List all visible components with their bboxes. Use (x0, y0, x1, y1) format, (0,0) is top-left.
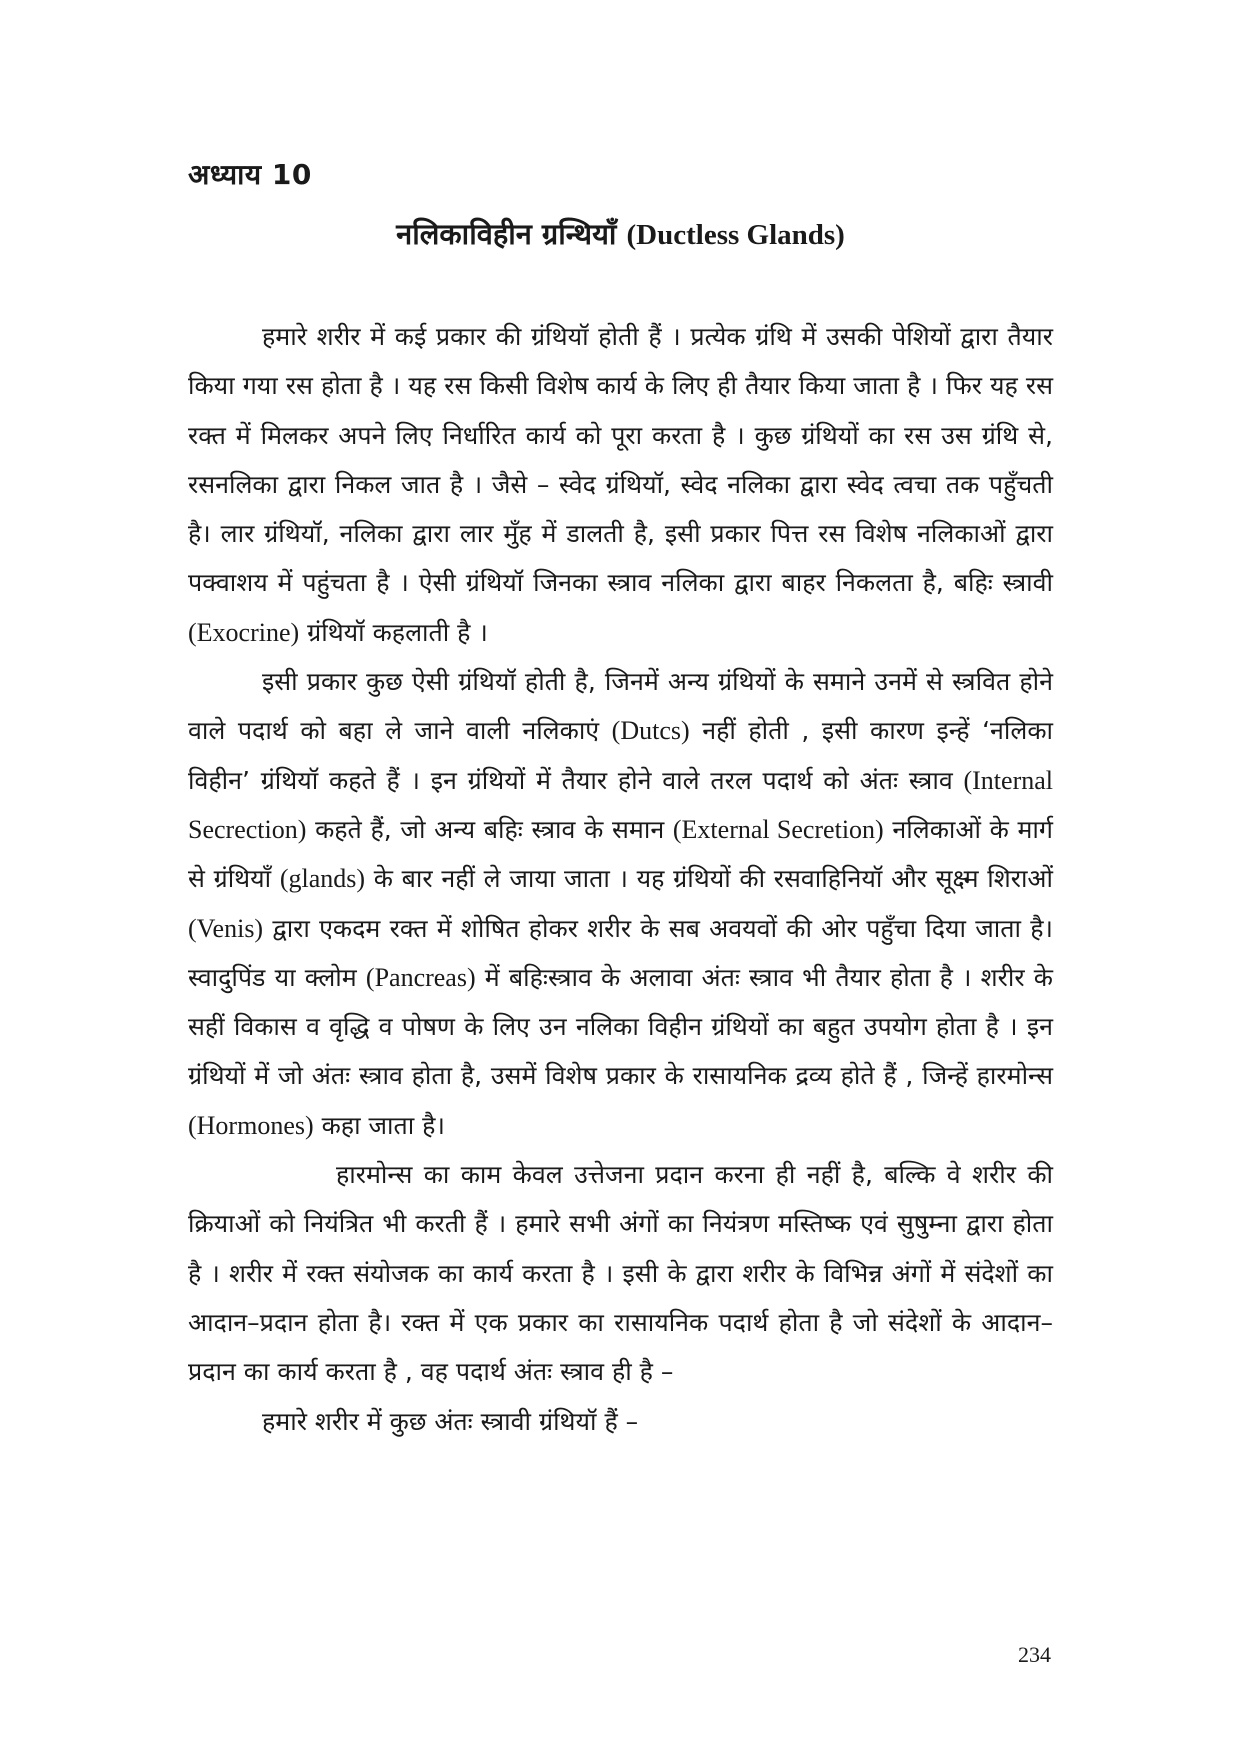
text-segment: कहा जाता है। (313, 1110, 445, 1140)
paragraph-4 (188, 1397, 1053, 1446)
text-segment: द्वारा एकदम रक्त में शोषित होकर शरीर के सब अवयवों की ओर पहुॅंचा दिया जाता है। स्वादुपिंड या क्लोम (188, 913, 1053, 992)
latin-term: (Pancreas) (365, 962, 476, 992)
chapter-label: अध्याय 10 (188, 158, 312, 191)
paragraph-1 (188, 312, 1053, 657)
text-segment: ग्रंथियॉ कहलाती है । (299, 617, 488, 647)
latin-term: (Internal Secrection) (188, 765, 1053, 844)
text-segment: नहीं होती , इसी कारण इन्हें ‘नलिका विहीन’ ग्रंथियॉ कहते हैं । इन ग्रंथियों में तैयार होने वाले तरल पदार्थ को अंतः स्त्राव (188, 716, 1054, 795)
latin-term: (Venis) (188, 913, 264, 943)
paragraph-3 (188, 1150, 1053, 1396)
latin-term: (Exocrine) (188, 617, 300, 647)
latin-term: (Dutcs) (611, 716, 690, 746)
chapter-title (0, 214, 1241, 253)
chapter-title-english: (Ductless Glands) (626, 219, 845, 251)
page-number: 234 (1018, 1642, 1051, 1667)
paragraph-2 (188, 657, 1053, 1150)
text-segment: कहते हैं, जो अन्य बहिः स्त्राव के समान (306, 814, 673, 844)
text-segment: इसी प्रकार कुछ ऐसी ग्रंथियॉ होती है, जिनमें अन्य ग्रंथियों के समाने उनमें से स्त्रवित होने वाले पदार्थ को बहा ले जाने वाली नलिकाएं (188, 667, 1053, 746)
text-segment: हारमोन्स का काम केवल उत्तेजना प्रदान करना ही नहीं है, बल्कि वे शरीर की क्रियाओं को नियंत्रित भी करती हैं । हमारे सभी अंगों का नियंत्रण मस्तिष्क एवं सुषुम्ना द्वारा होता है । शरीर में रक्त संयोजक का कार्य करता है । इसी के द्वारा शरीर के विभिन्न अंगों में संदेशों का आदान–प्रदान होता है। रक्त में एक प्रकार का रासायनिक पदार्थ होता है जो संदेशों के आदान–प्रदान का कार्य करता है , वह पदार्थ अंतः स्त्राव ही है – (188, 1160, 1053, 1387)
text-segment: के बार नहीं ले जाया जाता । यह ग्रंथियों की रसवाहिनियॉ और सूक्ष्म शिराओं (365, 864, 1053, 894)
text-segment: हमारे शरीर में कुछ अंतः स्त्रावी ग्रंथियॉ हैं – (262, 1406, 639, 1436)
text-segment: में बहिःस्त्राव के अलावा अंतः स्त्राव भी तैयार होता है । शरीर के सहीं विकास व वृद्धि व पोषण के लिए उन नलिका विहीन ग्रंथियों का बहुत उपयोग होता है । इन ग्रंथियों में जो अंतः स्त्राव होता है, उसमें विशेष प्रकार के रासायनिक द्रव्य होते हैं , जिन्हें हारमोन्स (188, 962, 1053, 1091)
text-segment: हमारे शरीर में कई प्रकार की ग्रंथियॉ होती हैं । प्रत्येक ग्रंथि में उसकी पेशियों द्वारा तैयार किया गया रस होता है । यह रस किसी विशेष कार्य के लिए ही तैयार किया जाता है । फिर यह रस रक्त में मिलकर अपने लिए निर्धारित कार्य को पूरा करता है । कुछ ग्रंथियों का रस उस ग्रंथि से, रसनलिका द्वारा निकल जात है । जैसे – स्वेद ग्रंथियॉ, स्वेद नलिका द्वारा स्वेद त्वचा तक पहुॅंचती है। लार ग्रंथियॉ, नलिका द्वारा लार मुॅंह में डालती है, इसी प्रकार पित्त रस विशेष नलिकाओं द्वारा पक्वाशय में पहुंचता है । ऐसी ग्रंथियॉ जिनका स्त्राव नलिका द्वारा बाहर निकलता है, बहिः स्त्रावी (188, 322, 1053, 598)
latin-term: (Hormones) (188, 1110, 314, 1140)
text-segment: नलिकाओं के मार्ग से ग्रंथियॉं (188, 814, 1053, 894)
latin-term: (External Secretion) (672, 814, 884, 844)
latin-term: (glands) (279, 864, 366, 894)
body-text (188, 312, 1053, 1446)
chapter-title-hindi: नलिकाविहीन ग्रन्थियॉं (396, 217, 617, 251)
